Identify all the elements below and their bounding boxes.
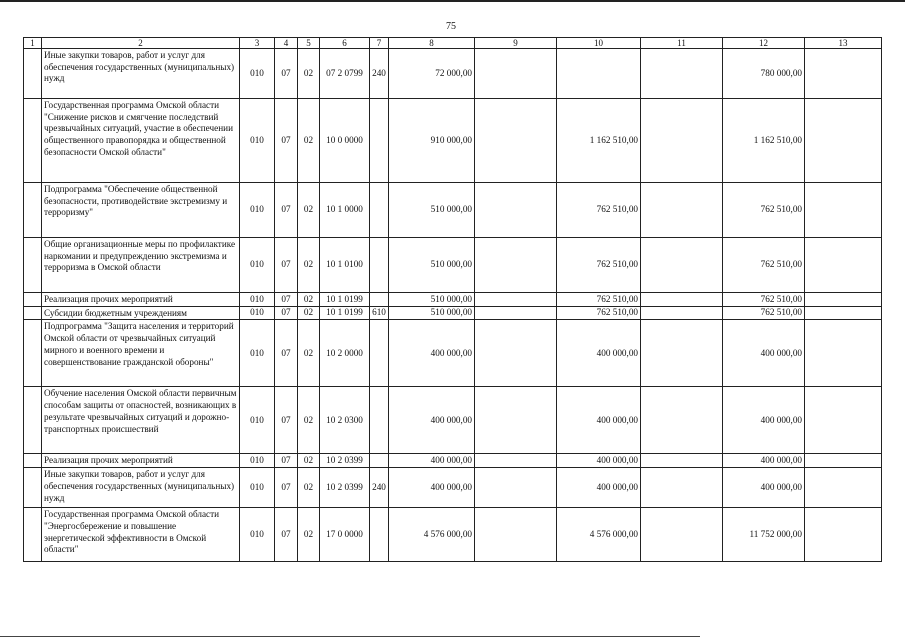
amount-col12-cell: 762 510,00 (723, 306, 805, 320)
header-cell: 10 (557, 38, 641, 49)
column-number-header-row (24, 38, 882, 49)
amount-col12-cell: 780 000,00 (723, 49, 805, 99)
budget-table (23, 37, 882, 562)
target-article-cell: 17 0 0000 (320, 508, 370, 562)
table-row (24, 49, 882, 99)
amount-col9-cell (475, 468, 557, 508)
subsection-code-cell: 02 (298, 508, 320, 562)
amount-col8-cell: 400 000,00 (389, 468, 475, 508)
header-cell: 11 (641, 38, 723, 49)
amount-col9-cell (475, 293, 557, 307)
target-article-cell: 10 1 0100 (320, 238, 370, 293)
table-row (24, 320, 882, 387)
row-number-cell (24, 99, 42, 183)
amount-col11-cell (641, 508, 723, 562)
amount-col13-cell (805, 306, 882, 320)
expense-type-cell (370, 508, 389, 562)
expense-type-cell (370, 183, 389, 238)
row-number-cell (24, 183, 42, 238)
table-row (24, 468, 882, 508)
amount-col12-cell: 400 000,00 (723, 454, 805, 468)
amount-col11-cell (641, 454, 723, 468)
amount-col12-cell: 762 510,00 (723, 293, 805, 307)
amount-col8-cell: 510 000,00 (389, 293, 475, 307)
target-article-cell: 10 1 0199 (320, 293, 370, 307)
amount-col12-cell: 400 000,00 (723, 468, 805, 508)
amount-col13-cell (805, 293, 882, 307)
amount-col10-cell: 400 000,00 (557, 320, 641, 387)
admin-code-cell: 010 (240, 238, 275, 293)
section-code-cell: 07 (275, 387, 298, 454)
amount-col13-cell (805, 183, 882, 238)
amount-col13-cell (805, 468, 882, 508)
amount-col13-cell (805, 238, 882, 293)
target-article-cell: 10 2 0399 (320, 468, 370, 508)
amount-col10-cell: 1 162 510,00 (557, 99, 641, 183)
row-number-cell (24, 49, 42, 99)
row-name-cell: Иные закупки товаров, работ и услуг для обеспечения государственных (муниципальных) нужд (42, 49, 240, 99)
amount-col11-cell (641, 238, 723, 293)
expense-type-cell: 610 (370, 306, 389, 320)
subsection-code-cell: 02 (298, 306, 320, 320)
target-article-cell: 10 2 0399 (320, 454, 370, 468)
amount-col10-cell: 400 000,00 (557, 468, 641, 508)
amount-col11-cell (641, 293, 723, 307)
admin-code-cell: 010 (240, 454, 275, 468)
subsection-code-cell: 02 (298, 99, 320, 183)
subsection-code-cell: 02 (298, 49, 320, 99)
row-number-cell (24, 454, 42, 468)
target-article-cell: 07 2 0799 (320, 49, 370, 99)
row-name-cell: Субсидии бюджетным учреждениям (42, 306, 240, 320)
table-row (24, 238, 882, 293)
amount-col10-cell: 762 510,00 (557, 293, 641, 307)
subsection-code-cell: 02 (298, 387, 320, 454)
amount-col8-cell: 510 000,00 (389, 238, 475, 293)
amount-col9-cell (475, 320, 557, 387)
amount-col8-cell: 510 000,00 (389, 306, 475, 320)
table-row (24, 293, 882, 307)
section-code-cell: 07 (275, 468, 298, 508)
target-article-cell: 10 1 0000 (320, 183, 370, 238)
subsection-code-cell: 02 (298, 238, 320, 293)
expense-type-cell (370, 454, 389, 468)
amount-col8-cell: 910 000,00 (389, 99, 475, 183)
section-code-cell: 07 (275, 99, 298, 183)
amount-col9-cell (475, 454, 557, 468)
amount-col9-cell (475, 99, 557, 183)
section-code-cell: 07 (275, 49, 298, 99)
amount-col13-cell (805, 49, 882, 99)
amount-col10-cell (557, 49, 641, 99)
page-top-edge (0, 0, 905, 2)
row-name-cell: Государственная программа Омской области "Энергосбережение и повышение энергетической эффективности в Омской области" (42, 508, 240, 562)
header-cell: 1 (24, 38, 42, 49)
subsection-code-cell: 02 (298, 454, 320, 468)
amount-col9-cell (475, 238, 557, 293)
header-cell: 3 (240, 38, 275, 49)
row-number-cell (24, 387, 42, 454)
row-name-cell: Общие организационные меры по профилактике наркомании и предупреждению экстремизма и терроризма в Омской области (42, 238, 240, 293)
section-code-cell: 07 (275, 508, 298, 562)
amount-col9-cell (475, 306, 557, 320)
expense-type-cell: 240 (370, 49, 389, 99)
page-number: 75 (446, 21, 456, 32)
amount-col13-cell (805, 387, 882, 454)
amount-col11-cell (641, 320, 723, 387)
row-number-cell (24, 508, 42, 562)
amount-col12-cell: 11 752 000,00 (723, 508, 805, 562)
row-number-cell (24, 320, 42, 387)
amount-col12-cell: 1 162 510,00 (723, 99, 805, 183)
admin-code-cell: 010 (240, 99, 275, 183)
target-article-cell: 10 2 0000 (320, 320, 370, 387)
header-cell: 5 (298, 38, 320, 49)
amount-col12-cell: 762 510,00 (723, 183, 805, 238)
table-row (24, 387, 882, 454)
row-name-cell: Иные закупки товаров, работ и услуг для обеспечения государственных (муниципальных) нужд (42, 468, 240, 508)
row-name-cell: Подпрограмма "Защита населения и территорий Омской области от чрезвычайных ситуаций мирного и военного времени и совершенствование гражданской обороны" (42, 320, 240, 387)
amount-col11-cell (641, 99, 723, 183)
table-row (24, 99, 882, 183)
amount-col11-cell (641, 49, 723, 99)
amount-col10-cell: 762 510,00 (557, 306, 641, 320)
amount-col11-cell (641, 468, 723, 508)
amount-col10-cell: 400 000,00 (557, 454, 641, 468)
amount-col11-cell (641, 183, 723, 238)
row-name-cell: Государственная программа Омской области "Снижение рисков и смягчение последствий чрезвычайных ситуаций, участие в обеспечении общественного правопорядка и общественной безопасности Омской области" (42, 99, 240, 183)
amount-col10-cell: 762 510,00 (557, 238, 641, 293)
header-cell: 13 (805, 38, 882, 49)
section-code-cell: 07 (275, 293, 298, 307)
row-number-cell (24, 306, 42, 320)
amount-col8-cell: 510 000,00 (389, 183, 475, 238)
admin-code-cell: 010 (240, 306, 275, 320)
admin-code-cell: 010 (240, 49, 275, 99)
section-code-cell: 07 (275, 183, 298, 238)
admin-code-cell: 010 (240, 293, 275, 307)
amount-col13-cell (805, 99, 882, 183)
target-article-cell: 10 2 0300 (320, 387, 370, 454)
amount-col9-cell (475, 508, 557, 562)
table-row (24, 508, 882, 562)
section-code-cell: 07 (275, 238, 298, 293)
subsection-code-cell: 02 (298, 293, 320, 307)
amount-col10-cell: 762 510,00 (557, 183, 641, 238)
amount-col9-cell (475, 183, 557, 238)
admin-code-cell: 010 (240, 468, 275, 508)
row-name-cell: Подпрограмма "Обеспечение общественной безопасности, противодействие экстремизму и терроризму" (42, 183, 240, 238)
row-number-cell (24, 293, 42, 307)
expense-type-cell (370, 238, 389, 293)
amount-col12-cell: 400 000,00 (723, 387, 805, 454)
row-name-cell: Обучение населения Омской области первичным способам защиты от опасностей, возникающих в результате чрезвычайных ситуаций и дорожно-транспортных происшествий (42, 387, 240, 454)
expense-type-cell (370, 320, 389, 387)
amount-col11-cell (641, 306, 723, 320)
amount-col9-cell (475, 49, 557, 99)
row-number-cell (24, 238, 42, 293)
header-cell: 7 (370, 38, 389, 49)
expense-type-cell: 240 (370, 468, 389, 508)
amount-col12-cell: 400 000,00 (723, 320, 805, 387)
subsection-code-cell: 02 (298, 183, 320, 238)
admin-code-cell: 010 (240, 320, 275, 387)
subsection-code-cell: 02 (298, 320, 320, 387)
target-article-cell: 10 0 0000 (320, 99, 370, 183)
header-cell: 9 (475, 38, 557, 49)
header-cell: 12 (723, 38, 805, 49)
amount-col13-cell (805, 454, 882, 468)
row-name-cell: Реализация прочих мероприятий (42, 293, 240, 307)
table-row (24, 306, 882, 320)
header-cell: 2 (42, 38, 240, 49)
amount-col8-cell: 400 000,00 (389, 320, 475, 387)
table-row (24, 183, 882, 238)
amount-col8-cell: 4 576 000,00 (389, 508, 475, 562)
amount-col12-cell: 762 510,00 (723, 238, 805, 293)
amount-col13-cell (805, 320, 882, 387)
amount-col8-cell: 400 000,00 (389, 454, 475, 468)
amount-col8-cell: 400 000,00 (389, 387, 475, 454)
header-cell: 4 (275, 38, 298, 49)
amount-col13-cell (805, 508, 882, 562)
table-row (24, 454, 882, 468)
amount-col9-cell (475, 387, 557, 454)
row-number-cell (24, 468, 42, 508)
admin-code-cell: 010 (240, 387, 275, 454)
header-cell: 6 (320, 38, 370, 49)
row-name-cell: Реализация прочих мероприятий (42, 454, 240, 468)
subsection-code-cell: 02 (298, 468, 320, 508)
amount-col10-cell: 400 000,00 (557, 387, 641, 454)
header-cell: 8 (389, 38, 475, 49)
amount-col8-cell: 72 000,00 (389, 49, 475, 99)
section-code-cell: 07 (275, 320, 298, 387)
section-code-cell: 07 (275, 454, 298, 468)
admin-code-cell: 010 (240, 183, 275, 238)
page-bottom-edge (0, 636, 700, 637)
amount-col11-cell (641, 387, 723, 454)
section-code-cell: 07 (275, 306, 298, 320)
expense-type-cell (370, 387, 389, 454)
target-article-cell: 10 1 0199 (320, 306, 370, 320)
admin-code-cell: 010 (240, 508, 275, 562)
expense-type-cell (370, 99, 389, 183)
amount-col10-cell: 4 576 000,00 (557, 508, 641, 562)
expense-type-cell (370, 293, 389, 307)
